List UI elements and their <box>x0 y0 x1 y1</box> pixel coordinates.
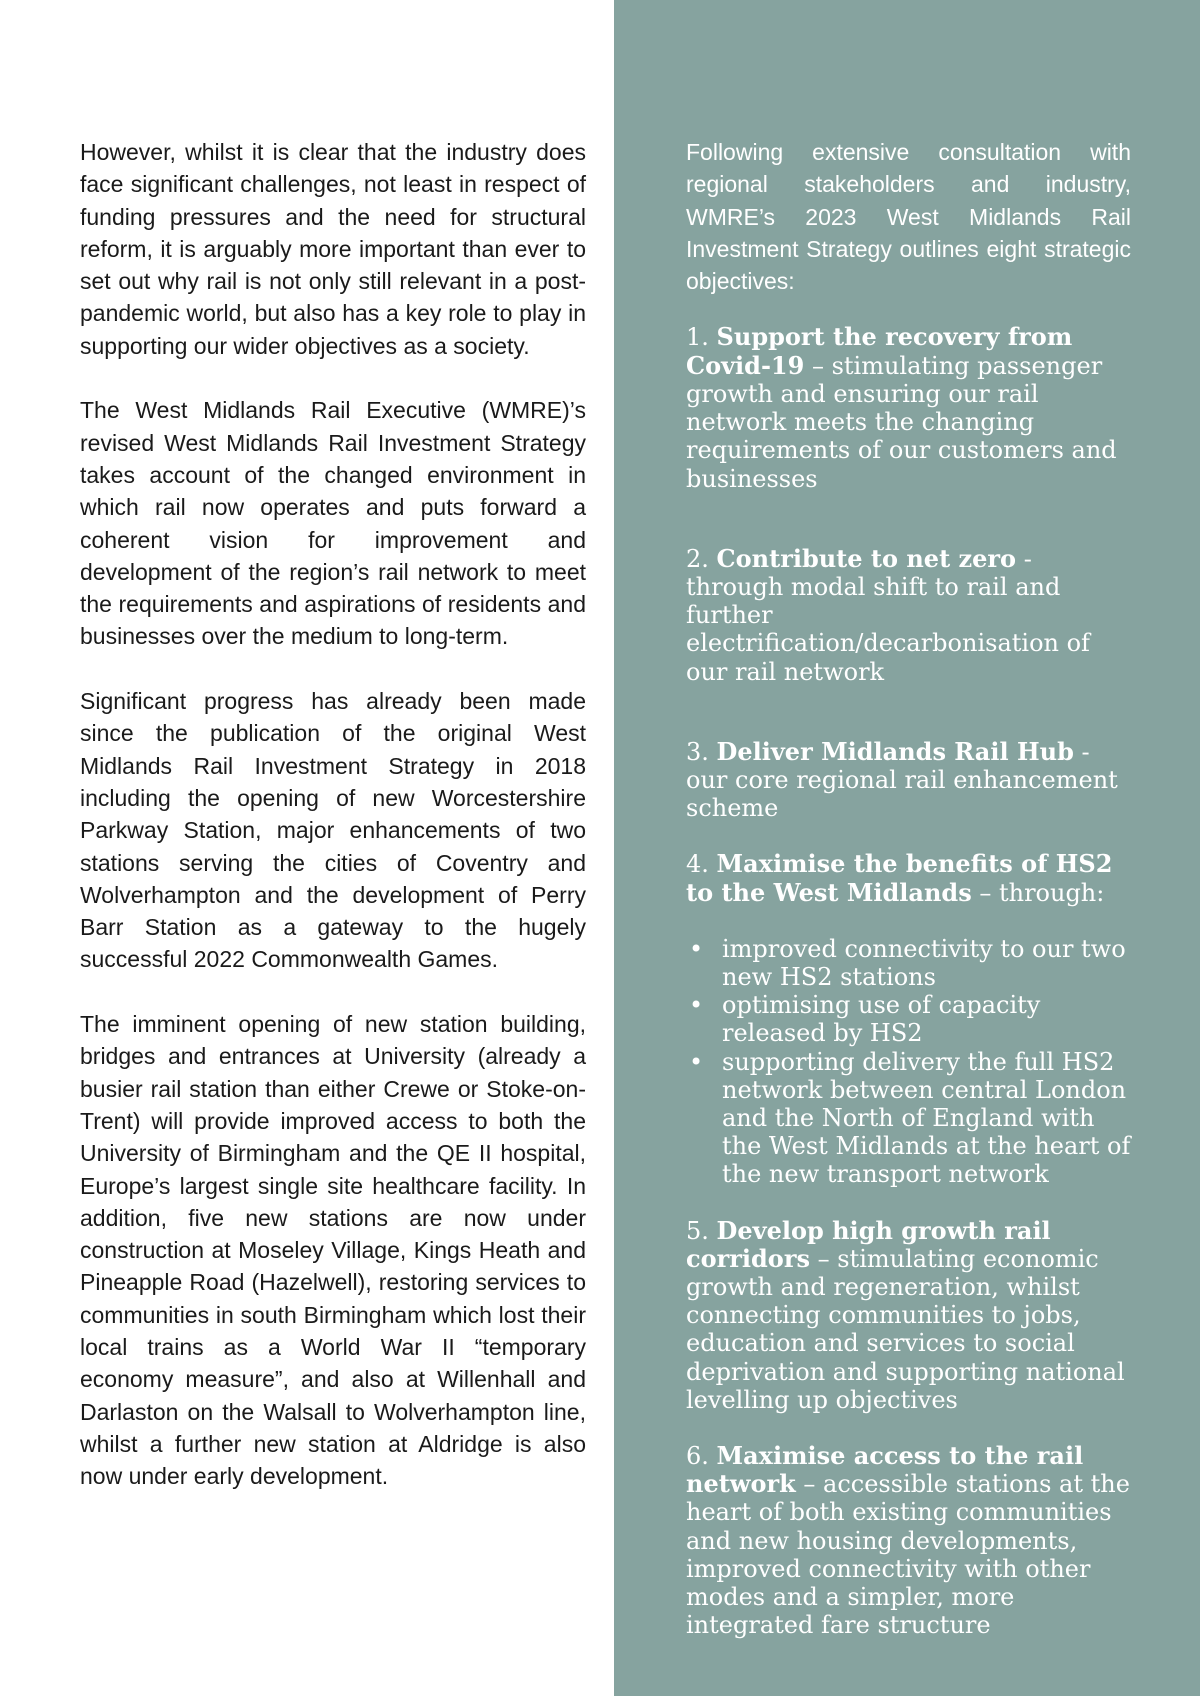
left-column <box>80 136 586 1525</box>
hs2-benefits-list <box>686 935 1131 1189</box>
objective-title: Develop high growth rail corridors <box>686 1215 1051 1273</box>
objective-number: 2. <box>686 544 709 573</box>
objective-title: Support the recovery from Covid-19 <box>686 322 1073 380</box>
objective-number: 6. <box>686 1441 709 1470</box>
paragraph-new-stations: The imminent opening of new station building, bridges and entrances at University (already a busier rail station than either Crewe or Stoke-on-Trent) will provide improved access to both the University of Birmingham and the QE II hospital, Europe’s largest single site healthcare facility. In addition, five new stations are now under construction at Moseley Village, Kings Heath and Pineapple Road (Hazelwell), restoring services to communities in south Birmingham which lost their local trains as a World War II “temporary economy measure”, and also at Willenhall and Darlaston on the Walsall to Wolverhampton line, whilst a further new station at Aldridge is also now under early development. <box>80 1011 586 1490</box>
paragraph-industry-challenges: However, whilst it is clear that the industry does face significant challenges, not least in respect of funding pressures and the need for structural reform, it is arguably more important than ever to set out why rail is not only still relevant in a post-pandemic world, but also has a key role to play in supporting our wider objectives as a society. <box>80 139 586 359</box>
objective-2 <box>686 545 1131 686</box>
list-item-text: improved connectivity to our two new HS2 stations <box>722 934 1126 991</box>
objective-title: Maximise the benefits of HS2 to the West Midlands <box>686 849 1113 907</box>
objective-title: Maximise access to the rail network <box>686 1440 1084 1499</box>
list-item <box>686 1048 1131 1189</box>
objective-text: – stimulating passenger growth and ensuring our rail network meets the changing requirements of our customers and businesses <box>686 351 1117 493</box>
objective-1 <box>686 323 1131 492</box>
paragraph-progress: Significant progress has already been made since the publication of the original West Midlands Rail Investment Strategy in 2018 including the opening of new Worcestershire Parkway Station, major enhancements of two stations serving the cities of Coventry and Wolverhampton and the development of Perry Barr Station as a gateway to the hugely successful 2022 Commonwealth Games. <box>80 688 586 973</box>
objective-text: – through: <box>971 878 1105 907</box>
bullet-icon: • <box>689 934 704 963</box>
objective-3 <box>686 738 1131 823</box>
list-item <box>686 991 1131 1047</box>
bullet-icon: • <box>689 1047 704 1076</box>
objectives-panel <box>686 136 1131 1639</box>
list-item-text: optimising use of capacity released by HS2 <box>722 991 1041 1048</box>
objective-number: 4. <box>686 850 709 879</box>
bullet-icon: • <box>689 991 704 1020</box>
objective-text: - through modal shift to rail and further electrification/decarbonisation of our rail network <box>686 544 1090 686</box>
objectives-intro: Following extensive consultation with regional stakeholders and industry, WMRE’s 2023 West Midlands Rail Investment Strategy outlines eight strategic objectives: <box>686 139 1131 295</box>
objective-title: Contribute to net zero <box>716 543 1017 573</box>
objective-text: – accessible stations at the heart of both existing communities and new housing developments, improved connectivity with other modes and a simpler, more integrated fare structure <box>686 1470 1130 1640</box>
objective-number: 1. <box>686 323 709 352</box>
paragraph-wmre-strategy: The West Midlands Rail Executive (WMRE)’s revised West Midlands Rail Investment Strategy takes account of the changed environment in which rail now operates and puts forward a coherent vision for improvement and development of the region’s rail network to meet the requirements and aspirations of residents and businesses over the medium to long-term. <box>80 397 586 650</box>
objective-5 <box>686 1217 1131 1414</box>
objective-4 <box>686 850 1131 906</box>
objective-number: 5. <box>686 1216 709 1245</box>
list-item-text: supporting delivery the full HS2 network between central London and the North of England with the West Midlands at the heart of the new transport network <box>722 1047 1131 1189</box>
objective-text: - our core regional rail enhancement scheme <box>686 737 1118 823</box>
list-item <box>686 935 1131 991</box>
objective-text: – stimulating economic growth and regeneration, whilst connecting communities to jobs, education and services to social deprivation and supporting national levelling up objectives <box>686 1244 1125 1414</box>
objective-6 <box>686 1442 1131 1639</box>
objective-title: Deliver Midlands Rail Hub <box>716 736 1074 766</box>
objective-number: 3. <box>686 737 709 766</box>
